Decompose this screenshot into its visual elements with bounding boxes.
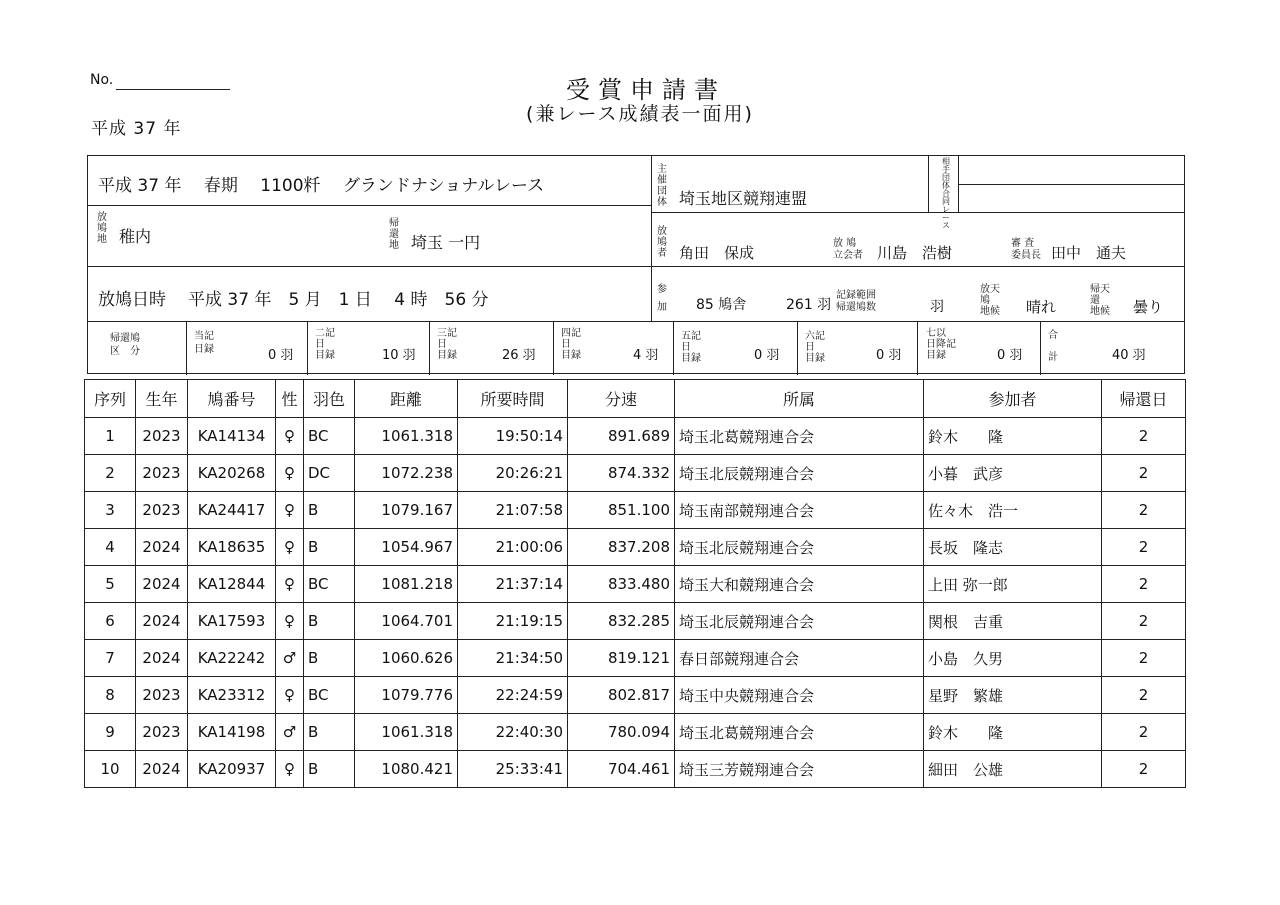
ring-number-cell: KA12844 bbox=[188, 566, 276, 603]
header-cell: 生年 bbox=[136, 380, 188, 418]
ring-number-cell: KA14198 bbox=[188, 714, 276, 751]
return-place: 埼玉 一円 bbox=[411, 233, 481, 252]
distance-cell: 1061.318 bbox=[355, 418, 458, 455]
header-cell: 鳩番号 bbox=[188, 380, 276, 418]
table-row bbox=[85, 751, 1186, 788]
ring-number-cell: KA17593 bbox=[188, 603, 276, 640]
color-cell: B bbox=[304, 751, 355, 788]
participating-birds: 261 羽 bbox=[786, 297, 832, 313]
velocity-cell: 780.094 bbox=[568, 714, 675, 751]
sex-cell: ♀ bbox=[276, 603, 304, 640]
header-cell: 距離 bbox=[355, 380, 458, 418]
birth-year-cell: 2024 bbox=[136, 529, 188, 566]
tally-value: 0 羽 bbox=[268, 348, 294, 363]
table-header-row bbox=[85, 380, 1186, 418]
releaser-label: 放鳩者 bbox=[657, 226, 667, 259]
distance-cell: 1064.701 bbox=[355, 603, 458, 640]
velocity-cell: 704.461 bbox=[568, 751, 675, 788]
tally-label: 帰還鳩 区 分 bbox=[110, 333, 140, 357]
velocity-cell: 874.332 bbox=[568, 455, 675, 492]
tally-value: 26 羽 bbox=[502, 348, 536, 363]
rule bbox=[958, 212, 1185, 213]
rule bbox=[307, 321, 308, 375]
birth-year-cell: 2023 bbox=[136, 418, 188, 455]
rank-cell: 3 bbox=[85, 492, 136, 529]
race-info-block bbox=[87, 155, 1185, 374]
participant-cell: 小島 久男 bbox=[924, 640, 1102, 677]
participant-cell: 星野 繁雄 bbox=[924, 677, 1102, 714]
release-weather-label: 放天 鳩 地候 bbox=[980, 284, 1000, 317]
rank-cell: 9 bbox=[85, 714, 136, 751]
document-title: 受賞申請書 bbox=[566, 76, 726, 104]
rule bbox=[917, 321, 918, 375]
release-place: 稚内 bbox=[119, 227, 152, 246]
participant-cell: 関根 吉重 bbox=[924, 603, 1102, 640]
release-time-label: 放鳩日時 bbox=[98, 290, 166, 310]
rule bbox=[673, 321, 674, 375]
rule bbox=[797, 321, 798, 375]
release-place-label: 放鳩地 bbox=[97, 212, 107, 245]
birth-year-cell: 2023 bbox=[136, 455, 188, 492]
distance-cell: 1081.218 bbox=[355, 566, 458, 603]
header-cell: 羽色 bbox=[304, 380, 355, 418]
rule bbox=[429, 321, 430, 375]
distance-cell: 1072.238 bbox=[355, 455, 458, 492]
color-cell: B bbox=[304, 603, 355, 640]
table-row bbox=[85, 640, 1186, 677]
velocity-cell: 802.817 bbox=[568, 677, 675, 714]
judge: 田中 通夫 bbox=[1051, 244, 1127, 262]
sex-cell: ♀ bbox=[276, 455, 304, 492]
ring-number-cell: KA14134 bbox=[188, 418, 276, 455]
partner-label: 相手団体合同レース bbox=[942, 157, 950, 230]
table-row bbox=[85, 566, 1186, 603]
participant-cell: 上田 弥一郎 bbox=[924, 566, 1102, 603]
sex-cell: ♀ bbox=[276, 492, 304, 529]
return-place-label: 帰還地 bbox=[389, 218, 399, 251]
rule bbox=[186, 321, 187, 375]
organizer: 埼玉地区競翔連盟 bbox=[679, 189, 808, 208]
header-cell: 性 bbox=[276, 380, 304, 418]
velocity-cell: 851.100 bbox=[568, 492, 675, 529]
return-day-cell: 2 bbox=[1102, 640, 1186, 677]
table-row bbox=[85, 418, 1186, 455]
club-cell: 埼玉大和競翔連合会 bbox=[675, 566, 924, 603]
birth-year-cell: 2023 bbox=[136, 677, 188, 714]
sex-cell: ♀ bbox=[276, 566, 304, 603]
tally-value: 0 羽 bbox=[997, 348, 1023, 363]
velocity-cell: 819.121 bbox=[568, 640, 675, 677]
releaser: 角田 保成 bbox=[679, 244, 755, 262]
birth-year-cell: 2023 bbox=[136, 492, 188, 529]
tally-value: 0 羽 bbox=[876, 348, 902, 363]
elapsed-time-cell: 21:00:06 bbox=[458, 529, 568, 566]
era-year: 平成 37 年 bbox=[91, 119, 182, 139]
organizer-label: 主催団体 bbox=[657, 164, 667, 208]
tally-label: 当記 日録 bbox=[194, 331, 214, 355]
velocity-cell: 833.480 bbox=[568, 566, 675, 603]
sex-cell: ♀ bbox=[276, 418, 304, 455]
rule bbox=[553, 321, 554, 375]
tally-label: 六記 日 目録 bbox=[805, 331, 825, 364]
sex-cell: ♀ bbox=[276, 677, 304, 714]
judge-label: 審 査 委員長 bbox=[1011, 238, 1041, 261]
club-cell: 春日部競翔連合会 bbox=[675, 640, 924, 677]
rule bbox=[88, 205, 651, 206]
race-name: 平成 37 年 春期 1100粁 グランドナショナルレース bbox=[98, 176, 545, 196]
participant-cell: 長坂 隆志 bbox=[924, 529, 1102, 566]
club-cell: 埼玉北葛競翔連合会 bbox=[675, 418, 924, 455]
color-cell: B bbox=[304, 492, 355, 529]
rule bbox=[88, 266, 1185, 267]
velocity-cell: 837.208 bbox=[568, 529, 675, 566]
rule bbox=[651, 156, 652, 321]
elapsed-time-cell: 25:33:41 bbox=[458, 751, 568, 788]
results-table bbox=[84, 379, 1186, 788]
club-cell: 埼玉北葛競翔連合会 bbox=[675, 714, 924, 751]
rank-cell: 7 bbox=[85, 640, 136, 677]
tally-value: 40 羽 bbox=[1112, 348, 1146, 363]
rule bbox=[88, 321, 1185, 322]
color-cell: DC bbox=[304, 455, 355, 492]
tally-label: 五記 日 目録 bbox=[681, 331, 701, 364]
elapsed-time-cell: 19:50:14 bbox=[458, 418, 568, 455]
header-cell: 分速 bbox=[568, 380, 675, 418]
tally-value: 0 羽 bbox=[754, 348, 780, 363]
tally-value: 10 羽 bbox=[382, 348, 416, 363]
table-row bbox=[85, 677, 1186, 714]
sex-cell: ♂ bbox=[276, 714, 304, 751]
color-cell: BC bbox=[304, 566, 355, 603]
table-row bbox=[85, 455, 1186, 492]
club-cell: 埼玉北辰競翔連合会 bbox=[675, 529, 924, 566]
rank-cell: 8 bbox=[85, 677, 136, 714]
elapsed-time-cell: 21:37:14 bbox=[458, 566, 568, 603]
participant-cell: 佐々木 浩一 bbox=[924, 492, 1102, 529]
participant-cell: 鈴木 隆 bbox=[924, 714, 1102, 751]
color-cell: B bbox=[304, 529, 355, 566]
record-range-label: 記録範囲 帰還鳩数 bbox=[836, 290, 876, 313]
release-weather: 晴れ bbox=[1026, 298, 1057, 316]
return-day-cell: 2 bbox=[1102, 751, 1186, 788]
elapsed-time-cell: 21:19:15 bbox=[458, 603, 568, 640]
tally-label: 四記 日 目録 bbox=[561, 328, 581, 361]
birth-year-cell: 2024 bbox=[136, 640, 188, 677]
ring-number-cell: KA20937 bbox=[188, 751, 276, 788]
witness: 川島 浩樹 bbox=[877, 244, 953, 262]
tally-label: 二記 日 目録 bbox=[315, 328, 335, 361]
distance-cell: 1079.776 bbox=[355, 677, 458, 714]
color-cell: BC bbox=[304, 677, 355, 714]
table-row bbox=[85, 492, 1186, 529]
club-cell: 埼玉中央競翔連合会 bbox=[675, 677, 924, 714]
rank-cell: 5 bbox=[85, 566, 136, 603]
elapsed-time-cell: 22:40:30 bbox=[458, 714, 568, 751]
rule bbox=[928, 156, 929, 212]
ring-number-cell: KA18635 bbox=[188, 529, 276, 566]
ring-number-cell: KA20268 bbox=[188, 455, 276, 492]
rank-cell: 4 bbox=[85, 529, 136, 566]
birth-year-cell: 2024 bbox=[136, 603, 188, 640]
return-day-cell: 2 bbox=[1102, 714, 1186, 751]
distance-cell: 1060.626 bbox=[355, 640, 458, 677]
return-day-cell: 2 bbox=[1102, 566, 1186, 603]
return-day-cell: 2 bbox=[1102, 418, 1186, 455]
color-cell: B bbox=[304, 640, 355, 677]
participant-cell: 小暮 武彦 bbox=[924, 455, 1102, 492]
elapsed-time-cell: 20:26:21 bbox=[458, 455, 568, 492]
rule bbox=[958, 184, 1185, 185]
table-row bbox=[85, 603, 1186, 640]
velocity-cell: 891.689 bbox=[568, 418, 675, 455]
rule bbox=[1040, 321, 1041, 375]
participant-cell: 鈴木 隆 bbox=[924, 418, 1102, 455]
return-day-cell: 2 bbox=[1102, 492, 1186, 529]
ring-number-cell: KA22242 bbox=[188, 640, 276, 677]
birth-year-cell: 2024 bbox=[136, 751, 188, 788]
color-cell: BC bbox=[304, 418, 355, 455]
document-subtitle: (兼レース成績表一面用) bbox=[526, 103, 754, 125]
header-cell: 序列 bbox=[85, 380, 136, 418]
tally-value: 4 羽 bbox=[633, 348, 659, 363]
sex-cell: ♀ bbox=[276, 751, 304, 788]
return-weather-label: 帰天 還 地候 bbox=[1090, 284, 1110, 317]
color-cell: B bbox=[304, 714, 355, 751]
table-row bbox=[85, 529, 1186, 566]
rule bbox=[958, 156, 959, 212]
rank-cell: 6 bbox=[85, 603, 136, 640]
tally-label: 合 計 bbox=[1048, 330, 1058, 363]
header-cell: 帰還日 bbox=[1102, 380, 1186, 418]
club-cell: 埼玉北辰競翔連合会 bbox=[675, 603, 924, 640]
participation-label: 参加 bbox=[657, 284, 667, 313]
return-day-cell: 2 bbox=[1102, 529, 1186, 566]
ring-number-cell: KA24417 bbox=[188, 492, 276, 529]
document-number-label: No. bbox=[90, 72, 114, 88]
club-cell: 埼玉三芳競翔連合会 bbox=[675, 751, 924, 788]
return-weather: 曇り bbox=[1133, 298, 1164, 316]
return-day-cell: 2 bbox=[1102, 603, 1186, 640]
header-cell: 所属 bbox=[675, 380, 924, 418]
table-row bbox=[85, 714, 1186, 751]
participant-cell: 細田 公雄 bbox=[924, 751, 1102, 788]
elapsed-time-cell: 22:24:59 bbox=[458, 677, 568, 714]
tally-label: 三記 日 目録 bbox=[437, 328, 457, 361]
header-cell: 参加者 bbox=[924, 380, 1102, 418]
rank-cell: 10 bbox=[85, 751, 136, 788]
elapsed-time-cell: 21:07:58 bbox=[458, 492, 568, 529]
club-cell: 埼玉南部競翔連合会 bbox=[675, 492, 924, 529]
header-cell: 所要時間 bbox=[458, 380, 568, 418]
birth-year-cell: 2024 bbox=[136, 566, 188, 603]
tally-label: 七以 日降記 目録 bbox=[926, 328, 956, 361]
participating-lofts: 85 鳩舎 bbox=[696, 297, 747, 313]
distance-cell: 1054.967 bbox=[355, 529, 458, 566]
release-time: 平成 37 年 5 月 1 日 4 時 56 分 bbox=[188, 290, 489, 310]
birth-year-cell: 2023 bbox=[136, 714, 188, 751]
return-day-cell: 2 bbox=[1102, 677, 1186, 714]
record-range-value: 羽 bbox=[930, 299, 944, 315]
velocity-cell: 832.285 bbox=[568, 603, 675, 640]
witness-label: 放 鳩 立会者 bbox=[833, 238, 863, 261]
sex-cell: ♂ bbox=[276, 640, 304, 677]
distance-cell: 1061.318 bbox=[355, 714, 458, 751]
ring-number-cell: KA23312 bbox=[188, 677, 276, 714]
distance-cell: 1079.167 bbox=[355, 492, 458, 529]
distance-cell: 1080.421 bbox=[355, 751, 458, 788]
return-day-cell: 2 bbox=[1102, 455, 1186, 492]
elapsed-time-cell: 21:34:50 bbox=[458, 640, 568, 677]
rank-cell: 1 bbox=[85, 418, 136, 455]
club-cell: 埼玉北辰競翔連合会 bbox=[675, 455, 924, 492]
sex-cell: ♀ bbox=[276, 529, 304, 566]
rank-cell: 2 bbox=[85, 455, 136, 492]
